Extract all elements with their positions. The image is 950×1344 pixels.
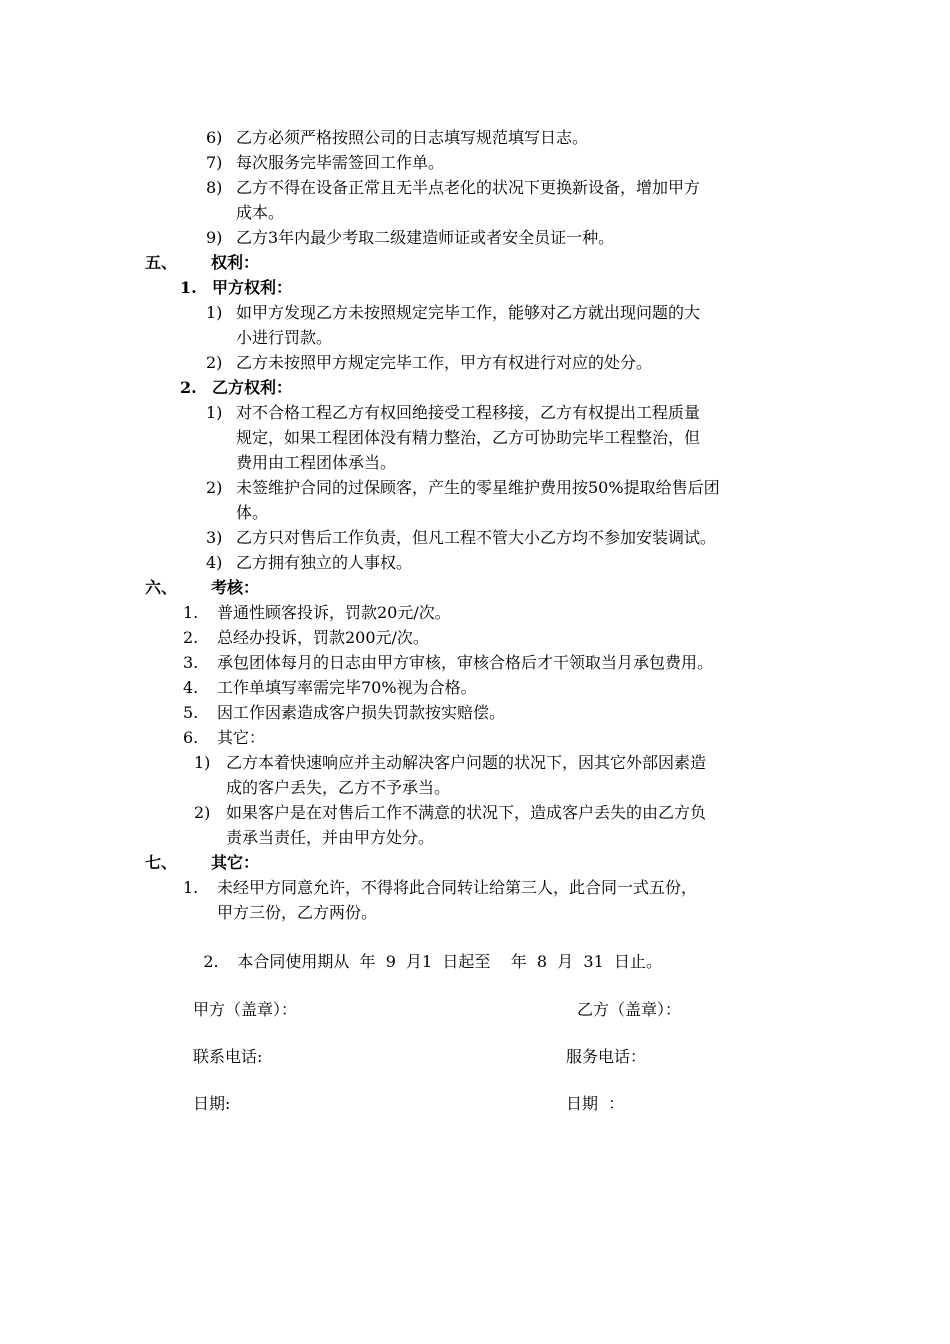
section4-item-9 bbox=[206, 226, 614, 250]
item-number: 7) bbox=[206, 153, 223, 172]
party-b-date-label: 日期 ： bbox=[566, 1094, 625, 1113]
item-text: 如甲方发现乙方未按照规定完毕工作，能够对乙方就出现问题的大 bbox=[236, 303, 701, 322]
section6-item-4 bbox=[183, 676, 477, 700]
item-number: 3. bbox=[183, 653, 199, 672]
section4-item-7 bbox=[206, 151, 444, 175]
section7-item-1-continued: 甲方三份，乙方两份。 bbox=[217, 903, 378, 922]
section5-sub2-item-3 bbox=[206, 526, 716, 550]
party-a-seal-label: 甲方（盖章）： bbox=[193, 1000, 298, 1019]
section5-heading bbox=[145, 251, 259, 275]
section6-sub-item-2-continued: 责承当责任，并由甲方处分。 bbox=[226, 828, 435, 847]
party-a-phone-label: 联系电话: bbox=[193, 1047, 263, 1066]
section5-sub2-item-2-continued: 体。 bbox=[236, 503, 269, 522]
item-text: 普通性顾客投诉，罚款20元/次。 bbox=[217, 603, 451, 622]
item-text: 乙方只对售后工作负责，但凡工程不管大小乙方均不参加安装调试。 bbox=[236, 528, 717, 547]
item-text: 如果客户是在对售后工作不满意的状况下，造成客户丢失的由乙方负 bbox=[226, 803, 707, 822]
item-number: 4) bbox=[206, 553, 223, 572]
item-text: 乙方拥有独立的人事权。 bbox=[236, 553, 413, 572]
item-number: 1) bbox=[194, 753, 211, 772]
item-number: 3) bbox=[206, 528, 223, 547]
item-number: 2) bbox=[206, 478, 223, 497]
section6-sub-item-1 bbox=[194, 751, 706, 775]
section5-sub1-heading bbox=[180, 276, 292, 300]
sub-title: 乙方权利： bbox=[212, 378, 293, 397]
item-number: 2. bbox=[183, 628, 199, 647]
section6-heading bbox=[145, 576, 259, 600]
section5-sub1-item-2 bbox=[206, 351, 652, 375]
item-number: 1. bbox=[183, 603, 199, 622]
sub-title: 甲方权利： bbox=[212, 278, 293, 297]
section4-item-8-continued: 成本。 bbox=[236, 203, 285, 222]
item-number: 1. bbox=[183, 878, 199, 897]
section-title: 其它： bbox=[211, 853, 260, 872]
item-text: 其它： bbox=[217, 728, 266, 747]
item-number: 9) bbox=[206, 228, 223, 247]
section-number: 七、 bbox=[145, 853, 178, 872]
sub-number: 2. bbox=[180, 378, 197, 397]
item-text: 因工作因素造成客户损失罚款按实赔偿。 bbox=[217, 703, 506, 722]
item-number: 1) bbox=[206, 303, 223, 322]
section4-item-8 bbox=[206, 176, 700, 200]
item-text: 未签维护合同的过保顾客，产生的零星维护费用按50%提取给售后团 bbox=[236, 478, 720, 497]
section5-sub2-item-4 bbox=[206, 551, 412, 575]
item-text: 未经甲方同意允许，不得将此合同转让给第三人，此合同一式五份， bbox=[217, 878, 698, 897]
item-text: 乙方不得在设备正常且无半点老化的状况下更换新设备，增加甲方 bbox=[236, 178, 701, 197]
section4-item-6 bbox=[206, 126, 588, 150]
item-text: 乙方本着快速响应并主动解决客户问题的状况下，因其它外部因素造 bbox=[226, 753, 707, 772]
item-number: 1) bbox=[206, 403, 223, 422]
section7-item-1 bbox=[183, 876, 697, 900]
section5-sub2-item-1-continued-2: 费用由工程团体承当。 bbox=[236, 453, 397, 472]
section6-item-5 bbox=[183, 701, 505, 725]
section6-item-2 bbox=[183, 626, 429, 650]
item-number: 6) bbox=[206, 128, 223, 147]
section-title: 考核： bbox=[211, 578, 260, 597]
item-text: 乙方3年内最少考取二级建造师证或者安全员证一种。 bbox=[236, 228, 615, 247]
party-a-date-label: 日期: bbox=[193, 1094, 231, 1113]
section5-sub1-item-1 bbox=[206, 301, 700, 325]
item-text: 乙方未按照甲方规定完毕工作，甲方有权进行对应的处分。 bbox=[236, 353, 653, 372]
section5-sub2-heading bbox=[180, 376, 292, 400]
section5-sub2-item-1-continued: 规定，如果工程团体没有精力整治，乙方可协助完毕工程整治，但 bbox=[236, 428, 701, 447]
item-text: 承包团体每月的日志由甲方审核，审核合格后才干领取当月承包费用。 bbox=[217, 653, 714, 672]
item-number: 6. bbox=[183, 728, 199, 747]
section7-item-2 bbox=[183, 926, 662, 971]
section-number: 六、 bbox=[145, 578, 178, 597]
party-b-seal-label: 乙方（盖章）： bbox=[577, 1000, 682, 1019]
item-text: 本合同使用期从 年 9 月1 日起至 年 8 月 31 日止。 bbox=[237, 952, 662, 971]
item-text: 总经办投诉，罚款200元/次。 bbox=[217, 628, 429, 647]
item-number: 8) bbox=[206, 178, 223, 197]
party-b-phone-label: 服务电话： bbox=[566, 1047, 647, 1066]
item-text: 乙方必须严格按照公司的日志填写规范填写日志。 bbox=[236, 128, 589, 147]
item-number: 2) bbox=[206, 353, 223, 372]
item-text: 每次服务完毕需签回工作单。 bbox=[236, 153, 445, 172]
item-number: 5. bbox=[183, 703, 199, 722]
section6-sub-item-1-continued: 成的客户丢失，乙方不予承当。 bbox=[226, 778, 451, 797]
section6-sub-item-2 bbox=[194, 801, 706, 825]
item-number: 4. bbox=[183, 678, 199, 697]
section6-item-3 bbox=[183, 651, 713, 675]
section6-item-1 bbox=[183, 601, 451, 625]
section5-sub1-item-1-continued: 小进行罚款。 bbox=[236, 328, 333, 347]
section-title: 权利： bbox=[211, 253, 260, 272]
section-number: 五、 bbox=[145, 253, 178, 272]
item-number: 2) bbox=[194, 803, 211, 822]
section5-sub2-item-2 bbox=[206, 476, 720, 500]
item-number: 2. bbox=[203, 952, 219, 971]
sub-number: 1. bbox=[180, 278, 197, 297]
item-text: 对不合格工程乙方有权回绝接受工程移接，乙方有权提出工程质量 bbox=[236, 403, 701, 422]
section6-item-6 bbox=[183, 726, 265, 750]
item-text: 工作单填写率需完毕70%视为合格。 bbox=[217, 678, 477, 697]
section5-sub2-item-1 bbox=[206, 401, 700, 425]
section7-heading bbox=[145, 851, 259, 875]
